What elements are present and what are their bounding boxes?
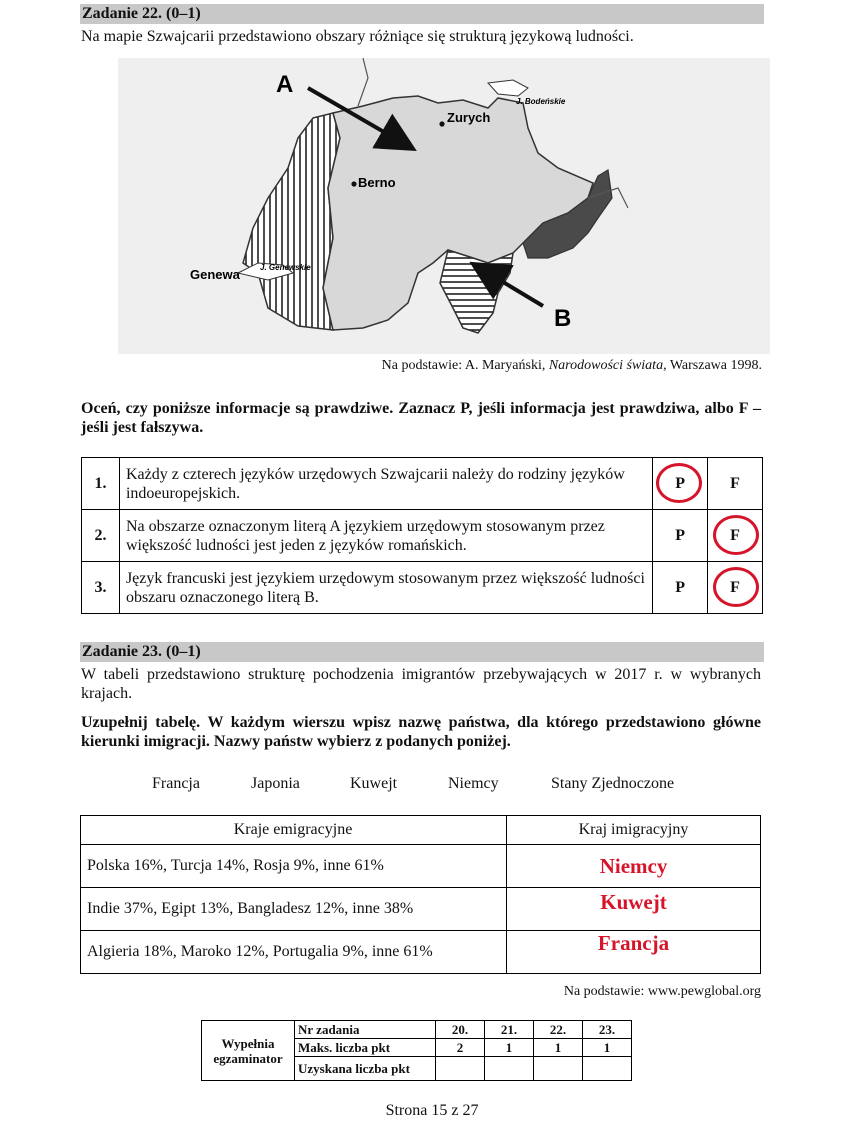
city-genewa: Genewa xyxy=(190,267,240,282)
max-points: 1 xyxy=(583,1039,632,1057)
statement-number: 2. xyxy=(82,510,120,562)
option-p[interactable]: P xyxy=(653,562,708,614)
origin-cell: Polska 16%, Turcja 14%, Rosja 9%, inne 61% xyxy=(81,845,507,888)
table-row xyxy=(81,845,761,888)
map-label-b: B xyxy=(554,305,572,332)
answer-circle-p xyxy=(656,463,702,503)
table-row xyxy=(82,510,763,562)
map-label-a: A xyxy=(276,71,294,98)
task-number: 23. xyxy=(583,1021,632,1039)
answer-cell[interactable] xyxy=(507,845,761,888)
task23-intro: W tabeli przedstawiono strukturę pochodzenia imigrantów przebywających w 2017 r. w wybranych krajach. xyxy=(81,666,761,702)
table-row xyxy=(82,458,763,510)
origin-cell: Indie 37%, Egipt 13%, Bangladesz 12%, inne 38% xyxy=(81,888,507,931)
task22-source: Na podstawie: A. Maryański, Narodowości świata, Warszawa 1998. xyxy=(381,358,762,373)
obtained-points-input[interactable] xyxy=(534,1057,583,1081)
option-p[interactable]: P xyxy=(653,510,708,562)
lake-bodenskie-label: J. Bodeńskie xyxy=(516,97,566,106)
option-f[interactable]: F xyxy=(708,458,763,510)
answer-circle-f xyxy=(713,567,759,607)
task-number: 20. xyxy=(436,1021,485,1039)
immigration-table xyxy=(80,815,761,974)
obtained-points-input[interactable] xyxy=(583,1057,632,1081)
max-points: 1 xyxy=(534,1039,583,1057)
answer-cell[interactable] xyxy=(507,931,761,974)
task23-source: Na podstawie: www.pewglobal.org xyxy=(563,984,761,999)
answer-text: Francja xyxy=(597,931,670,955)
lake-genewskie-label: J. Genewskie xyxy=(260,263,311,272)
city-zurych: Zurych xyxy=(447,110,491,125)
obtained-points-input[interactable] xyxy=(485,1057,534,1081)
answer-cell[interactable] xyxy=(507,888,761,931)
city-dot-berno xyxy=(351,181,356,186)
task23-instruction: Uzupełnij tabelę. W każdym wierszu wpisz nazwę państwa, dla którego przedstawiono główne kierunki imigracji. Nazwy państw wybierz z podanych poniżej. xyxy=(81,714,761,750)
column-header: Kraj imigracyjny xyxy=(507,816,761,845)
row-label-task-number: Nr zadania xyxy=(295,1021,436,1039)
examiner-table xyxy=(201,1020,632,1081)
statement-text: Język francuski jest językiem urzędowym stosowanym przez większość ludności obszaru oznaczonego literą B. xyxy=(119,562,652,614)
task-number: 21. xyxy=(485,1021,534,1039)
answer-text: Niemcy xyxy=(599,853,668,878)
country-option: Kuwejt xyxy=(350,775,398,792)
country-options xyxy=(0,775,864,795)
table-row xyxy=(82,562,763,614)
row-label-obtained-points: Uzyskana liczba pkt xyxy=(295,1057,436,1081)
task23-header: Zadanie 23. (0–1) xyxy=(80,642,764,662)
option-f[interactable]: F xyxy=(708,510,763,562)
statement-number: 3. xyxy=(82,562,120,614)
country-option: Japonia xyxy=(251,775,300,792)
obtained-points-input[interactable] xyxy=(436,1057,485,1081)
column-header: Kraje emigracyjne xyxy=(81,816,507,845)
city-berno: Berno xyxy=(358,175,396,190)
row-label-max-points: Maks. liczba pkt xyxy=(295,1039,436,1057)
option-p[interactable]: P xyxy=(653,458,708,510)
max-points: 1 xyxy=(485,1039,534,1057)
answer-text: Kuwejt xyxy=(600,890,667,914)
statement-number: 1. xyxy=(82,458,120,510)
switzerland-map xyxy=(118,58,770,354)
page-number: Strona 15 z 27 xyxy=(385,1102,479,1119)
answer-circle-f xyxy=(713,515,759,555)
max-points: 2 xyxy=(436,1039,485,1057)
option-f[interactable]: F xyxy=(708,562,763,614)
examiner-label: Wypełnia egzaminator xyxy=(202,1021,295,1081)
task22-intro: Na mapie Szwajcarii przedstawiono obszary różniące się strukturą językową ludności. xyxy=(81,28,634,45)
task-number: 22. xyxy=(534,1021,583,1039)
task22-header: Zadanie 22. (0–1) xyxy=(80,4,764,24)
country-option: Francja xyxy=(152,775,200,792)
statement-text: Na obszarze oznaczonym literą A językiem urzędowym stosowanym przez większość ludności jest jeden z języków romańskich. xyxy=(119,510,652,562)
table-row xyxy=(81,931,761,974)
country-option: Niemcy xyxy=(448,775,499,792)
table-row xyxy=(81,888,761,931)
city-dot-zurych xyxy=(439,121,444,126)
task22-instruction: Oceń, czy poniższe informacje są prawdziwe. Zaznacz P, jeśli informacja jest prawdziwa, albo F – jeśli jest fałszywa. xyxy=(81,400,761,436)
table-header-row xyxy=(81,816,761,845)
statement-text: Każdy z czterech języków urzędowych Szwajcarii należy do rodziny języków indoeuropejskich. xyxy=(119,458,652,510)
task22-true-false-table xyxy=(81,457,763,614)
country-option: Stany Zjednoczone xyxy=(551,775,675,792)
origin-cell: Algieria 18%, Maroko 12%, Portugalia 9%, inne 61% xyxy=(81,931,507,974)
